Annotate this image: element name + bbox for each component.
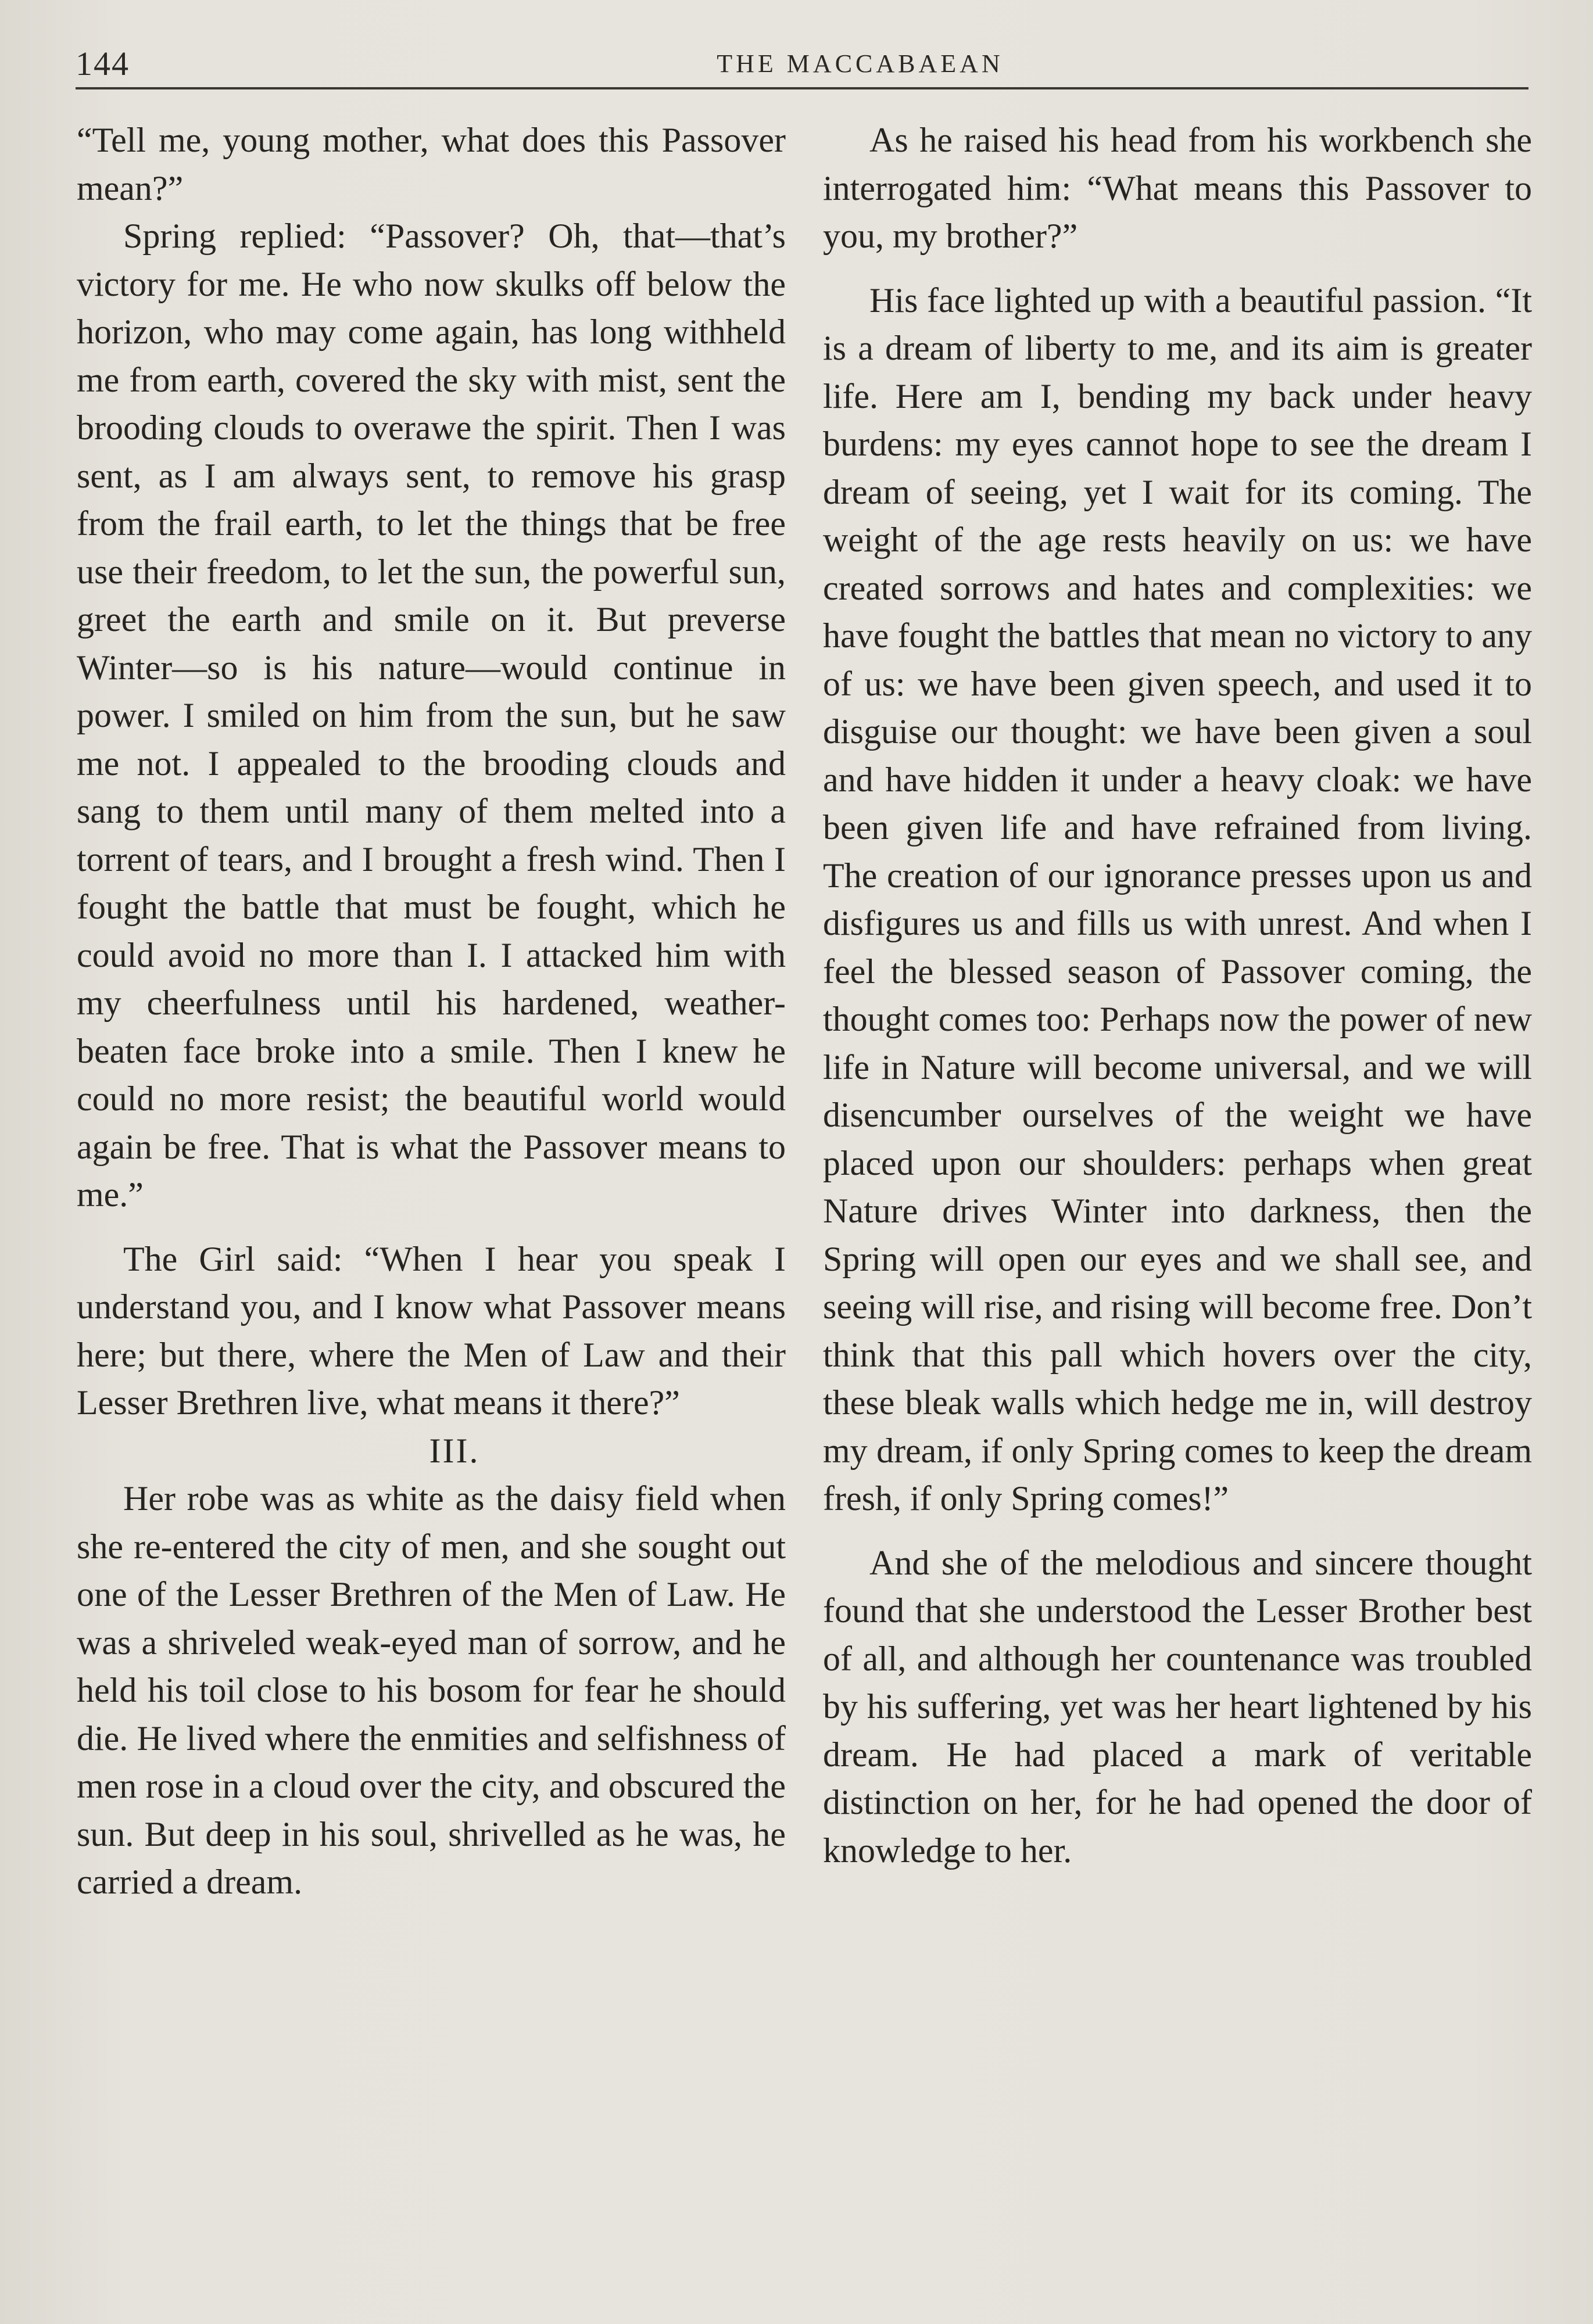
paragraph-dream-of-liberty: His face lighted up with a beautiful passion. “It is a dream of liberty to me, and its aim is greater life. Here am I, bending my back under heavy burdens: my eyes cannot hope to see the dream I dream of seeing, yet I wait for its coming. The weight of the age rests heavily on us: we have created sorrows and hates and complexities: we have fought the battles that mean no victory to any of us: we have been given speech, and used it to disguise our thought: we have been given a soul and have hidden it under a heavy cloak: we have been given life and have refrained from living. The creation of our ignorance presses upon us and disfigures us and fills us with unrest. And when I feel the blessed season of Passover coming, the thought comes too: Perhaps now the power of new life in Nature will become universal, and we will disencumber ourselves of the weight we have placed upon our shoulders: perhaps when great Nature drives Winter into darkness, then the Spring will open our eyes and we shall see, and seeing will rise, and rising will become free. Don’t think that this pall which hovers over the city, these bleak walls which hedge me in, will destroy my dream, if only Spring comes to keep the dream fresh, if only Spring comes!”: [823, 281, 1532, 1518]
section-heading: III.: [429, 1431, 480, 1470]
page-number: 144: [76, 45, 130, 83]
left-column: [77, 116, 786, 1906]
paragraph-workbench: As he raised his head from his workbench she interrogated him: “What means this Passover to you, my brother?”: [823, 121, 1532, 255]
paragraph-spring-reply: Spring replied: “Passover? Oh, that—that’s victory for me. He who now skulks off below the horizon, who may come again, has long withheld me from earth, covered the sky with mist, sent the brooding clouds to overawe the spirit. Then I was sent, as I am always sent, to remove his grasp from the frail earth, to let the things that be free use their freedom, to let the sun, the powerful sun, greet the earth and smile on it. But preverse Winter—so is his nature—would continue in power. I smiled on him from the sun, but he saw me not. I appealed to the brooding clouds and sang to them until many of them melted into a torrent of tears, and I brought a fresh wind. Then I fought the battle that must be fought, which he could avoid no more than I. I attacked him with my cheerfulness until his hardened, weather-beaten face broke into a smile. Then I knew he could no more resist; the beautiful world would again be free. That is what the Passover means to me.”: [77, 217, 786, 1214]
paragraph-girl-said: The Girl said: “When I hear you speak I understand you, and I know what Passover means here; but there, where the Men of Law and their Lesser Brethren live, what means it there?”: [77, 1239, 786, 1422]
paragraph-melodious-thought: And she of the melodious and sincere thought found that she understood the Lesser Brother best of all, and although her countenance was troubled by his suffering, yet was her heart lightened by his dream. He had placed a mark of veritable distinction on her, for he had opened the door of knowledge to her.: [823, 1543, 1532, 1870]
running-title: THE MACCABAEAN: [717, 49, 1004, 78]
paragraph-question: “Tell me, young mother, what does this Passover mean?”: [77, 121, 786, 207]
right-column: [823, 116, 1532, 1874]
page-header: [76, 41, 1528, 87]
paragraph-white-robe: Her robe was as white as the daisy field when she re-entered the city of men, and she sought out one of the Lesser Brethren of the Men of Law. He was a shriveled weak-eyed man of sorrow, and he held his toil close to his bosom for fear he should die. He lived where the enmities and selfishness of men rose in a cloud over the city, and obscured the sun. But deep in his soul, shrivelled as he was, he carried a dream.: [77, 1479, 786, 1901]
header-rule: [76, 87, 1528, 89]
